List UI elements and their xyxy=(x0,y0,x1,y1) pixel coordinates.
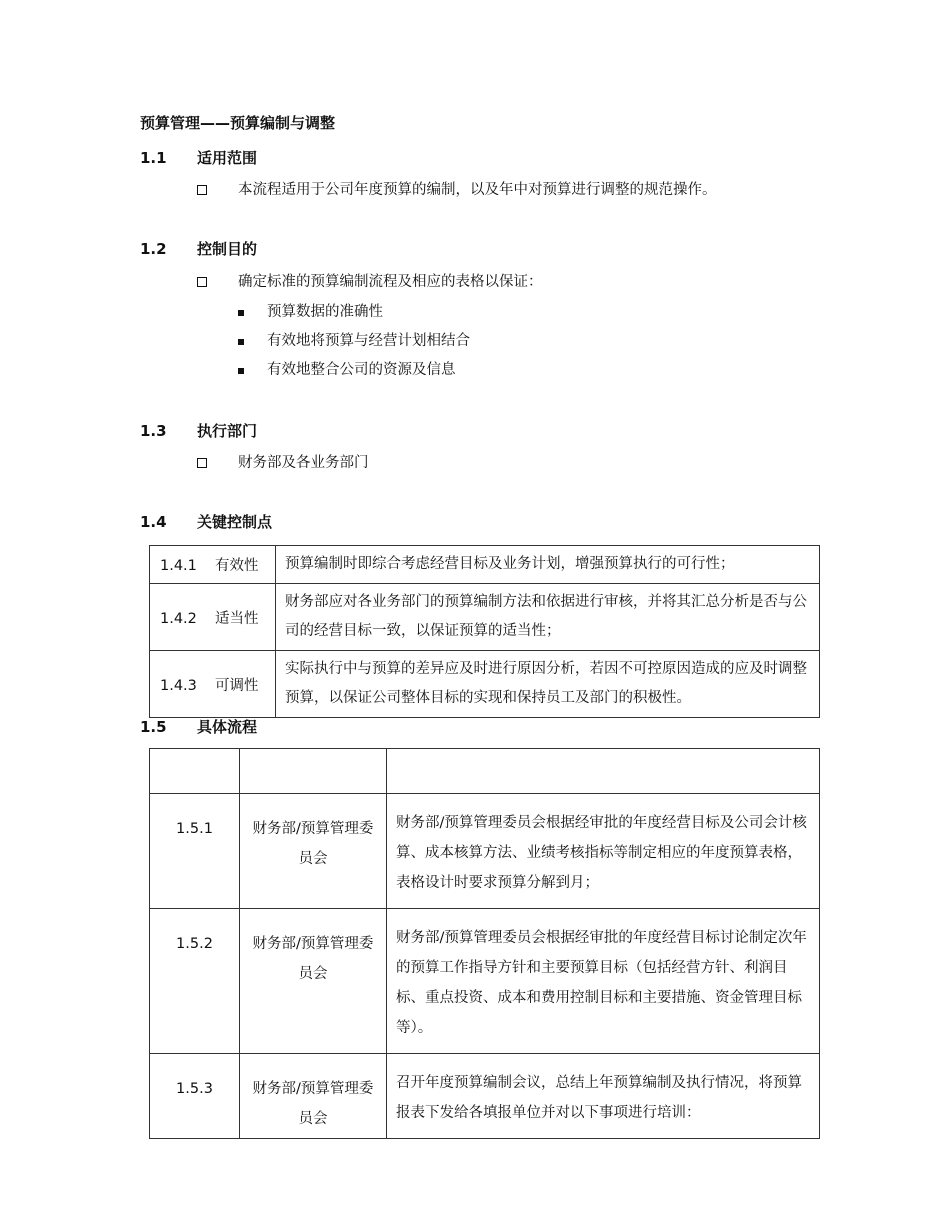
row-description: 财务部应对各业务部门的预算编制方法和依据进行审核，并将其汇总分析是否与公司的经营目标一致，以保证预算的适当性； xyxy=(276,584,820,651)
row-label: 适当性 xyxy=(215,610,259,627)
department-item: 财务部及各业务部门 xyxy=(238,455,369,471)
section-title: 具体流程 xyxy=(197,718,258,736)
step-department: 财务部/预算管理委员会 xyxy=(240,794,387,909)
process-table xyxy=(149,748,820,1139)
row-number: 1.4.1 xyxy=(160,558,197,574)
table-row xyxy=(150,909,820,1054)
table-row xyxy=(150,584,820,651)
section-heading-1-5 xyxy=(140,716,257,737)
step-department: 财务部/预算管理委员会 xyxy=(240,909,387,1054)
row-description: 实际执行中与预算的差异应及时进行原因分析，若因不可控原因造成的应及时调整预算，以保证公司整体目标的实现和保持员工及部门的积极性。 xyxy=(276,651,820,718)
row-label: 有效性 xyxy=(215,558,259,574)
section-number: 1.3 xyxy=(140,422,167,440)
section-heading-1-4 xyxy=(140,511,272,532)
section-title: 控制目的 xyxy=(197,240,258,258)
bullet-icon xyxy=(238,339,244,345)
section-heading-1-2 xyxy=(140,238,257,259)
step-description: 财务部/预算管理委员会根据经审批的年度经营目标讨论制定次年的预算工作指导方针和主要预算目标（包括经营方针、利润目标、重点投资、成本和费用控制目标和主要措施、资金管理目标等）。 xyxy=(387,909,820,1054)
checkbox-icon xyxy=(197,185,207,195)
step-description: 召开年度预算编制会议，总结上年预算编制及执行情况，将预算报表下发给各填报单位并对以下事项进行培训： xyxy=(387,1054,820,1139)
section-title: 适用范围 xyxy=(197,149,258,167)
header-cell xyxy=(387,749,820,794)
section-number: 1.2 xyxy=(140,240,167,258)
page-title: 预算管理——预算编制与调整 xyxy=(140,114,336,132)
table-row xyxy=(150,651,820,718)
step-description: 财务部/预算管理委员会根据经审批的年度经营目标及公司会计核算、成本核算方法、业绩考核指标等制定相应的年度预算表格，表格设计时要求预算分解到月； xyxy=(387,794,820,909)
section-heading-1-3 xyxy=(140,420,257,441)
bullet-icon xyxy=(238,368,244,374)
bullet-item: 预算数据的准确性 xyxy=(267,304,383,320)
row-number: 1.4.2 xyxy=(160,610,197,627)
bullet-item: 有效地整合公司的资源及信息 xyxy=(267,362,456,378)
table-row xyxy=(150,546,820,584)
section-number: 1.4 xyxy=(140,513,167,531)
bullet-item: 有效地将预算与经营计划相结合 xyxy=(267,333,470,349)
checkbox-icon xyxy=(197,277,207,287)
step-number: 1.5.3 xyxy=(150,1054,240,1139)
step-number: 1.5.2 xyxy=(150,909,240,1054)
purpose-item: 确定标准的预算编制流程及相应的表格以保证： xyxy=(238,274,543,290)
step-number: 1.5.1 xyxy=(150,794,240,909)
section-number: 1.5 xyxy=(140,718,167,736)
section-heading-1-1 xyxy=(140,147,257,168)
section-number: 1.1 xyxy=(140,149,167,167)
row-number: 1.4.3 xyxy=(160,677,197,694)
header-cell xyxy=(240,749,387,794)
table-header-row xyxy=(150,749,820,794)
header-cell xyxy=(150,749,240,794)
row-label: 可调性 xyxy=(215,677,259,694)
step-department: 财务部/预算管理委员会 xyxy=(240,1054,387,1139)
table-row xyxy=(150,794,820,909)
row-description: 预算编制时即综合考虑经营目标及业务计划，增强预算执行的可行性； xyxy=(276,546,820,584)
checkbox-icon xyxy=(197,458,207,468)
bullet-icon xyxy=(238,310,244,316)
section-title: 执行部门 xyxy=(197,422,258,440)
table-row xyxy=(150,1054,820,1139)
section-title: 关键控制点 xyxy=(197,513,273,531)
key-control-table xyxy=(149,545,820,718)
scope-item: 本流程适用于公司年度预算的编制，以及年中对预算进行调整的规范操作。 xyxy=(238,182,717,198)
